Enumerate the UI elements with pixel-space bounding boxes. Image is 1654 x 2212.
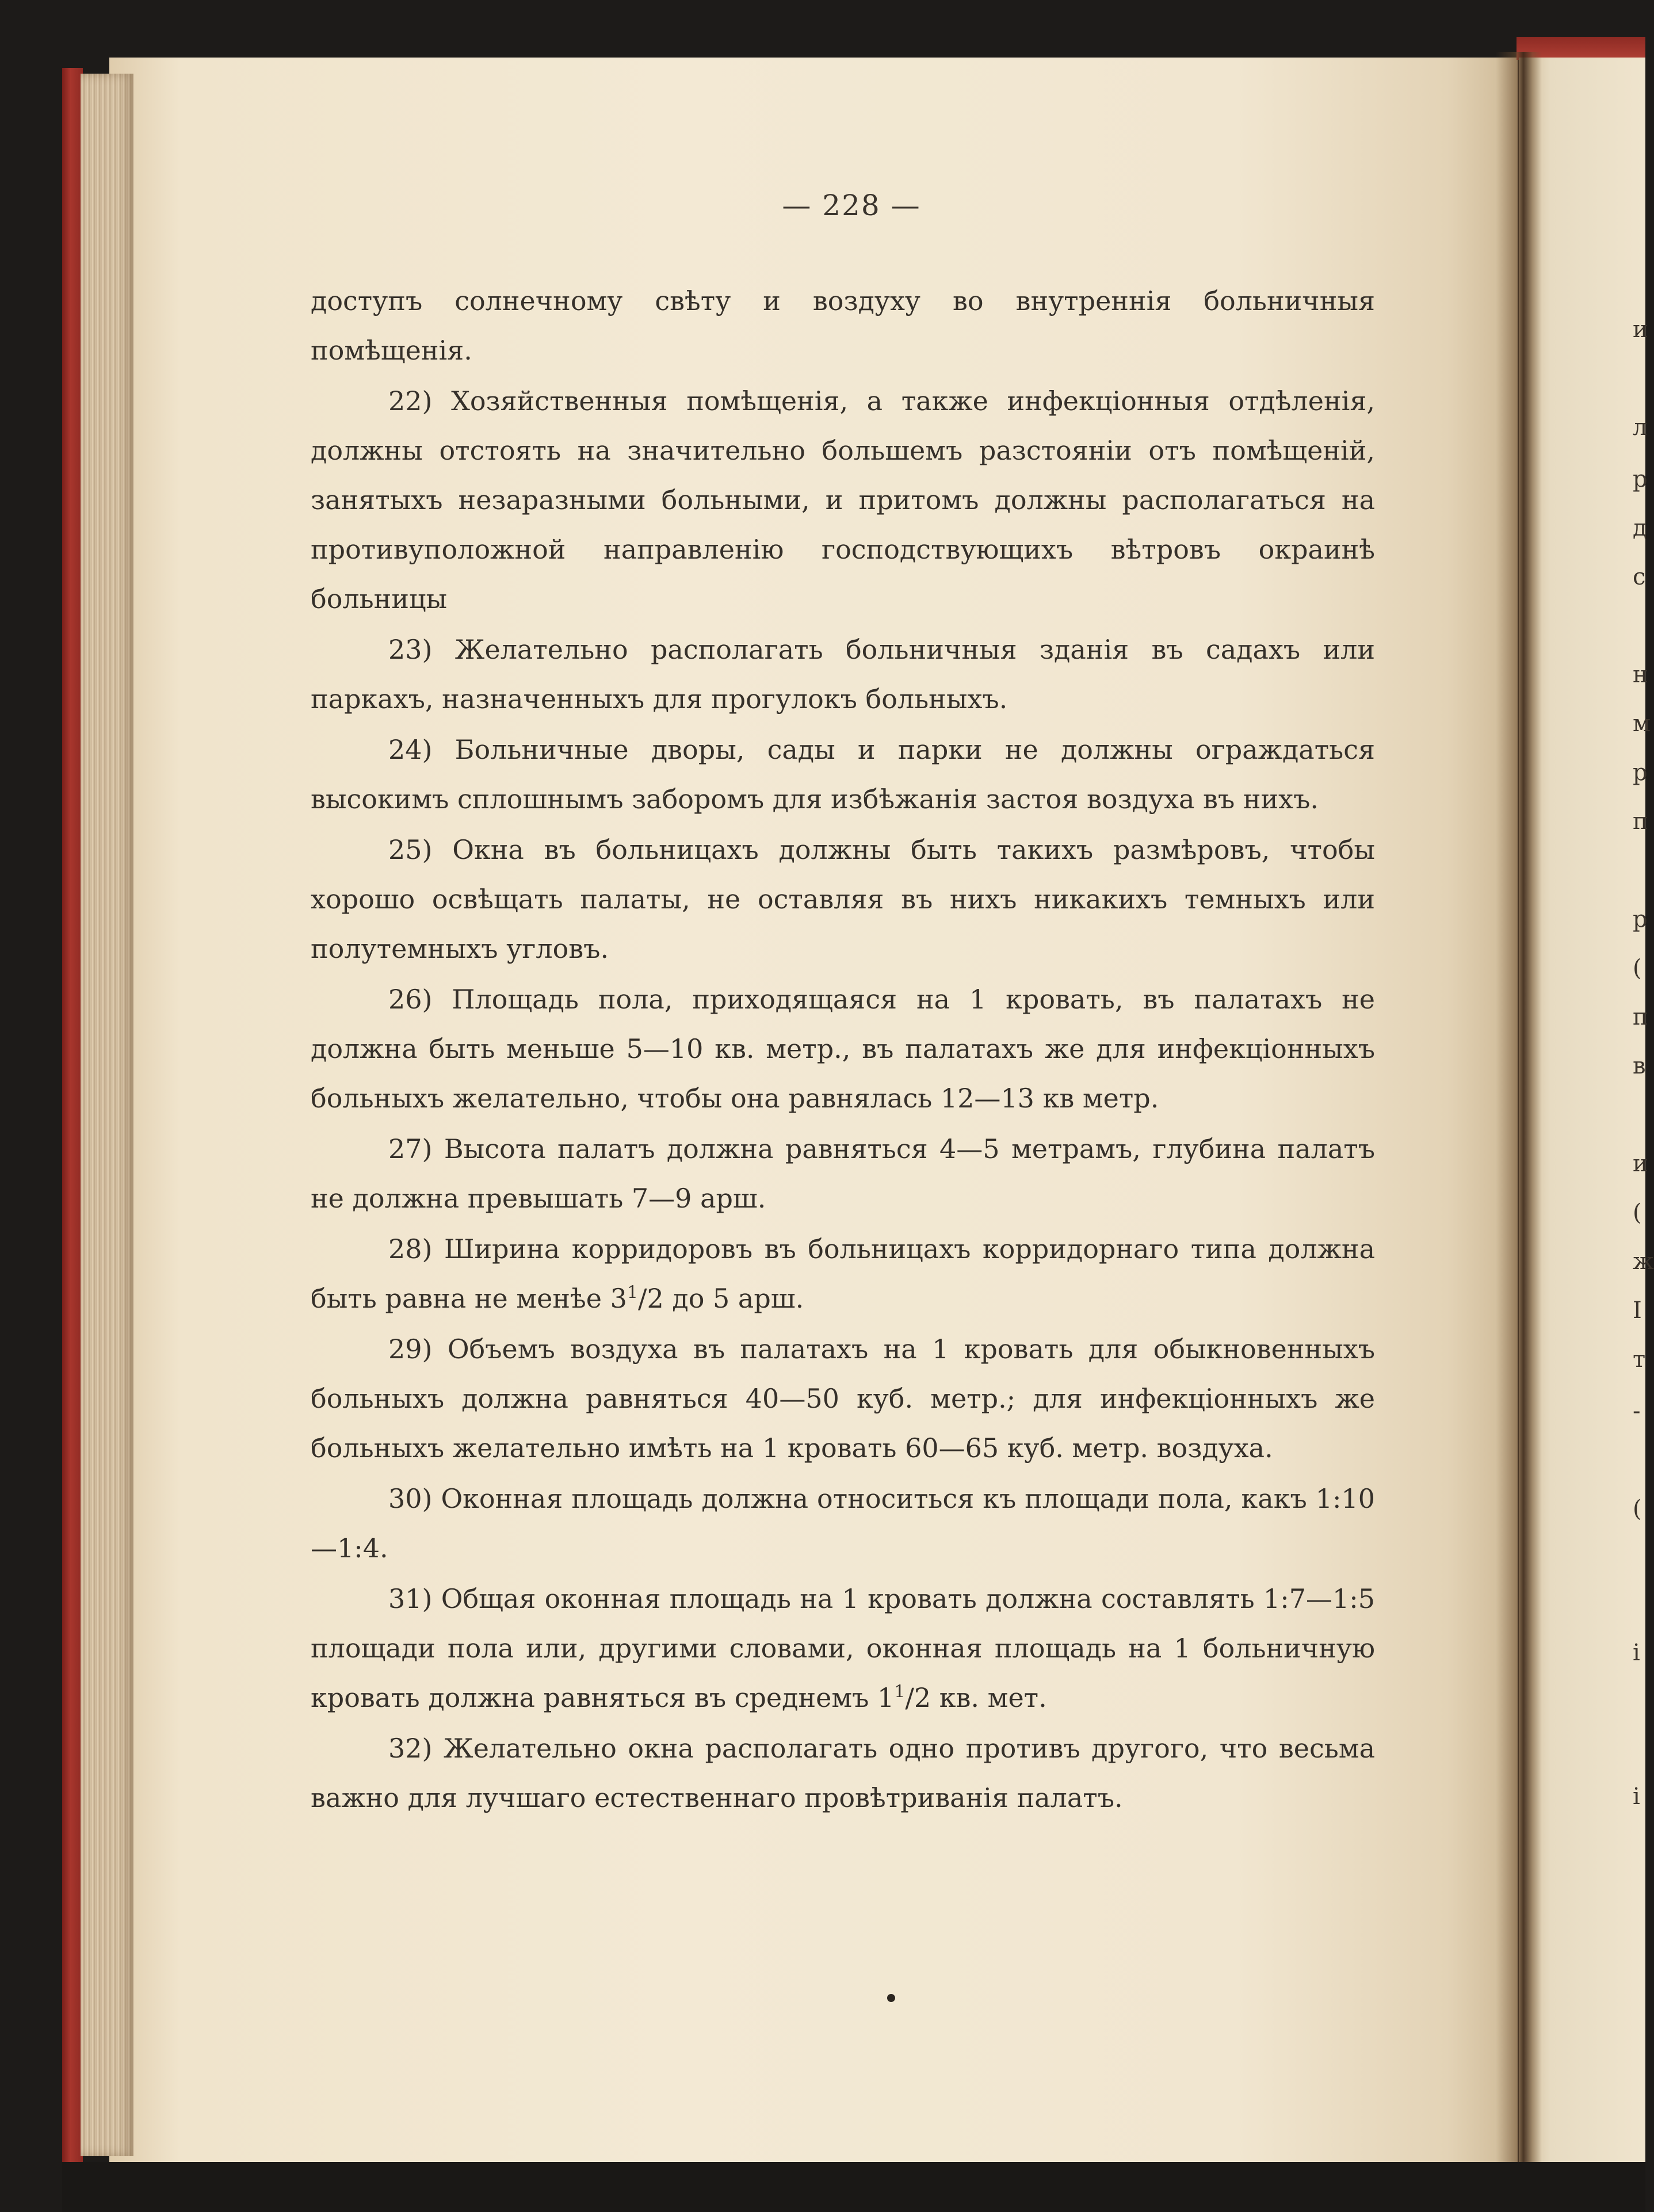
facing-page-letter: р xyxy=(1633,466,1648,492)
facing-page-letter: і xyxy=(1633,1640,1640,1666)
book-cover-edge xyxy=(62,68,83,2162)
paragraph-29: 29) Объемъ воздуха въ палатахъ на 1 кровать для обыкновенныхъ больныхъ должна равняться 40—50 куб. метр.; для инфекціонныхъ же больныхъ желательно имѣть на 1 кровать 60—65 куб. метр. воздуха. xyxy=(311,1334,1375,1464)
facing-page-letter: в xyxy=(1633,1053,1646,1079)
background-strip xyxy=(62,2162,1645,2212)
paragraph-31 xyxy=(311,1574,1375,1722)
facing-page-letter: с xyxy=(1633,564,1646,590)
facing-page-letter: - xyxy=(1633,1398,1641,1424)
paragraph-22: 22) Хозяйственныя помѣщенія, а также инфекціонныя отдѣленія, должны отстоять на значительно большемъ разстояніи отъ помѣщеній, занятыхъ незаразными больными, и притомъ должны располагаться на противуположной направленію господствующихъ вѣтровъ окраинѣ больницы xyxy=(311,385,1375,614)
book-gutter xyxy=(1496,52,1542,2169)
facing-page-letter: и xyxy=(1633,316,1648,343)
paragraph-28-tail: /2 до 5 арш. xyxy=(638,1283,804,1314)
facing-page-letter: м xyxy=(1633,710,1651,737)
facing-page-letter: п xyxy=(1633,808,1648,835)
facing-page-letter: т xyxy=(1633,1346,1646,1373)
paragraph-24: 24) Больничные дворы, сады и парки не должны ограждаться высокимъ сплошнымъ заборомъ для избѣжанія застоя воздуха въ нихъ. xyxy=(311,734,1375,815)
facing-page-letter: р xyxy=(1633,906,1648,933)
facing-page-letter: л xyxy=(1633,414,1648,441)
paragraph-31-tail: /2 кв. мет. xyxy=(905,1682,1047,1713)
facing-page-letter: ( xyxy=(1633,955,1642,981)
paragraph-27: 27) Высота палатъ должна равняться 4—5 метрамъ, глубина палатъ не должна превышать 7—9 арш. xyxy=(311,1133,1375,1214)
paragraph-25: 25) Окна въ больницахъ должны быть такихъ размѣровъ, чтобы хорошо освѣщать палаты, не оставляя въ нихъ никакихъ темныхъ или полутемныхъ угловъ. xyxy=(311,834,1375,964)
page-body xyxy=(311,276,1375,1823)
paragraph-26: 26) Площадь пола, приходящаяся на 1 кровать, въ палатахъ не должна быть меньше 5—10 кв. метр., въ палатахъ же для инфекціонныхъ больныхъ желательно, чтобы она равнялась 12—13 кв метр. xyxy=(311,984,1375,1114)
fraction-numerator: 1 xyxy=(627,1282,639,1303)
fraction-numerator: 1 xyxy=(894,1682,906,1702)
ink-spot xyxy=(887,1994,895,2002)
paragraph-23: 23) Желательно располагать больничныя зданія въ садахъ или паркахъ, назначенныхъ для прогулокъ больныхъ. xyxy=(311,634,1375,715)
facing-page-letter: І xyxy=(1633,1297,1642,1324)
facing-page-letter: р xyxy=(1633,759,1648,786)
facing-page-letter: п xyxy=(1633,1004,1648,1030)
facing-page-letter: н xyxy=(1633,662,1648,688)
facing-page-letter: ( xyxy=(1633,1199,1642,1226)
paragraph-continuation: доступъ солнечному свѣту и воздуху во внутреннія больничныя помѣщенія. xyxy=(311,285,1375,366)
facing-page-letter: ( xyxy=(1633,1496,1642,1522)
facing-page-letter: ж xyxy=(1633,1248,1654,1275)
paragraph-28-text: 28) Ширина корридоровъ въ больницахъ корридорнаго типа должна быть равна не менѣе 3 xyxy=(311,1233,1375,1314)
facing-page-letter: д xyxy=(1633,515,1647,541)
paragraph-31-text: 31) Общая оконная площадь на 1 кровать должна составлять 1:7—1:5 площади пола или, другими словами, оконная площадь на 1 больничную кровать должна равняться въ среднемъ 1 xyxy=(311,1583,1375,1713)
paragraph-30: 30) Оконная площадь должна относиться къ площади пола, какъ 1:10—1:4. xyxy=(311,1483,1375,1564)
paragraph-28 xyxy=(311,1224,1375,1323)
paragraph-32: 32) Желательно окна располагать одно противъ другого, что весьма важно для лучшаго естественнаго провѣтриванія палатъ. xyxy=(311,1733,1375,1813)
facing-page-letter: и xyxy=(1633,1151,1648,1177)
page-stack-edge xyxy=(81,74,133,2156)
facing-page-letter: і xyxy=(1633,1783,1640,1810)
page-number: — 228 — xyxy=(782,189,921,222)
